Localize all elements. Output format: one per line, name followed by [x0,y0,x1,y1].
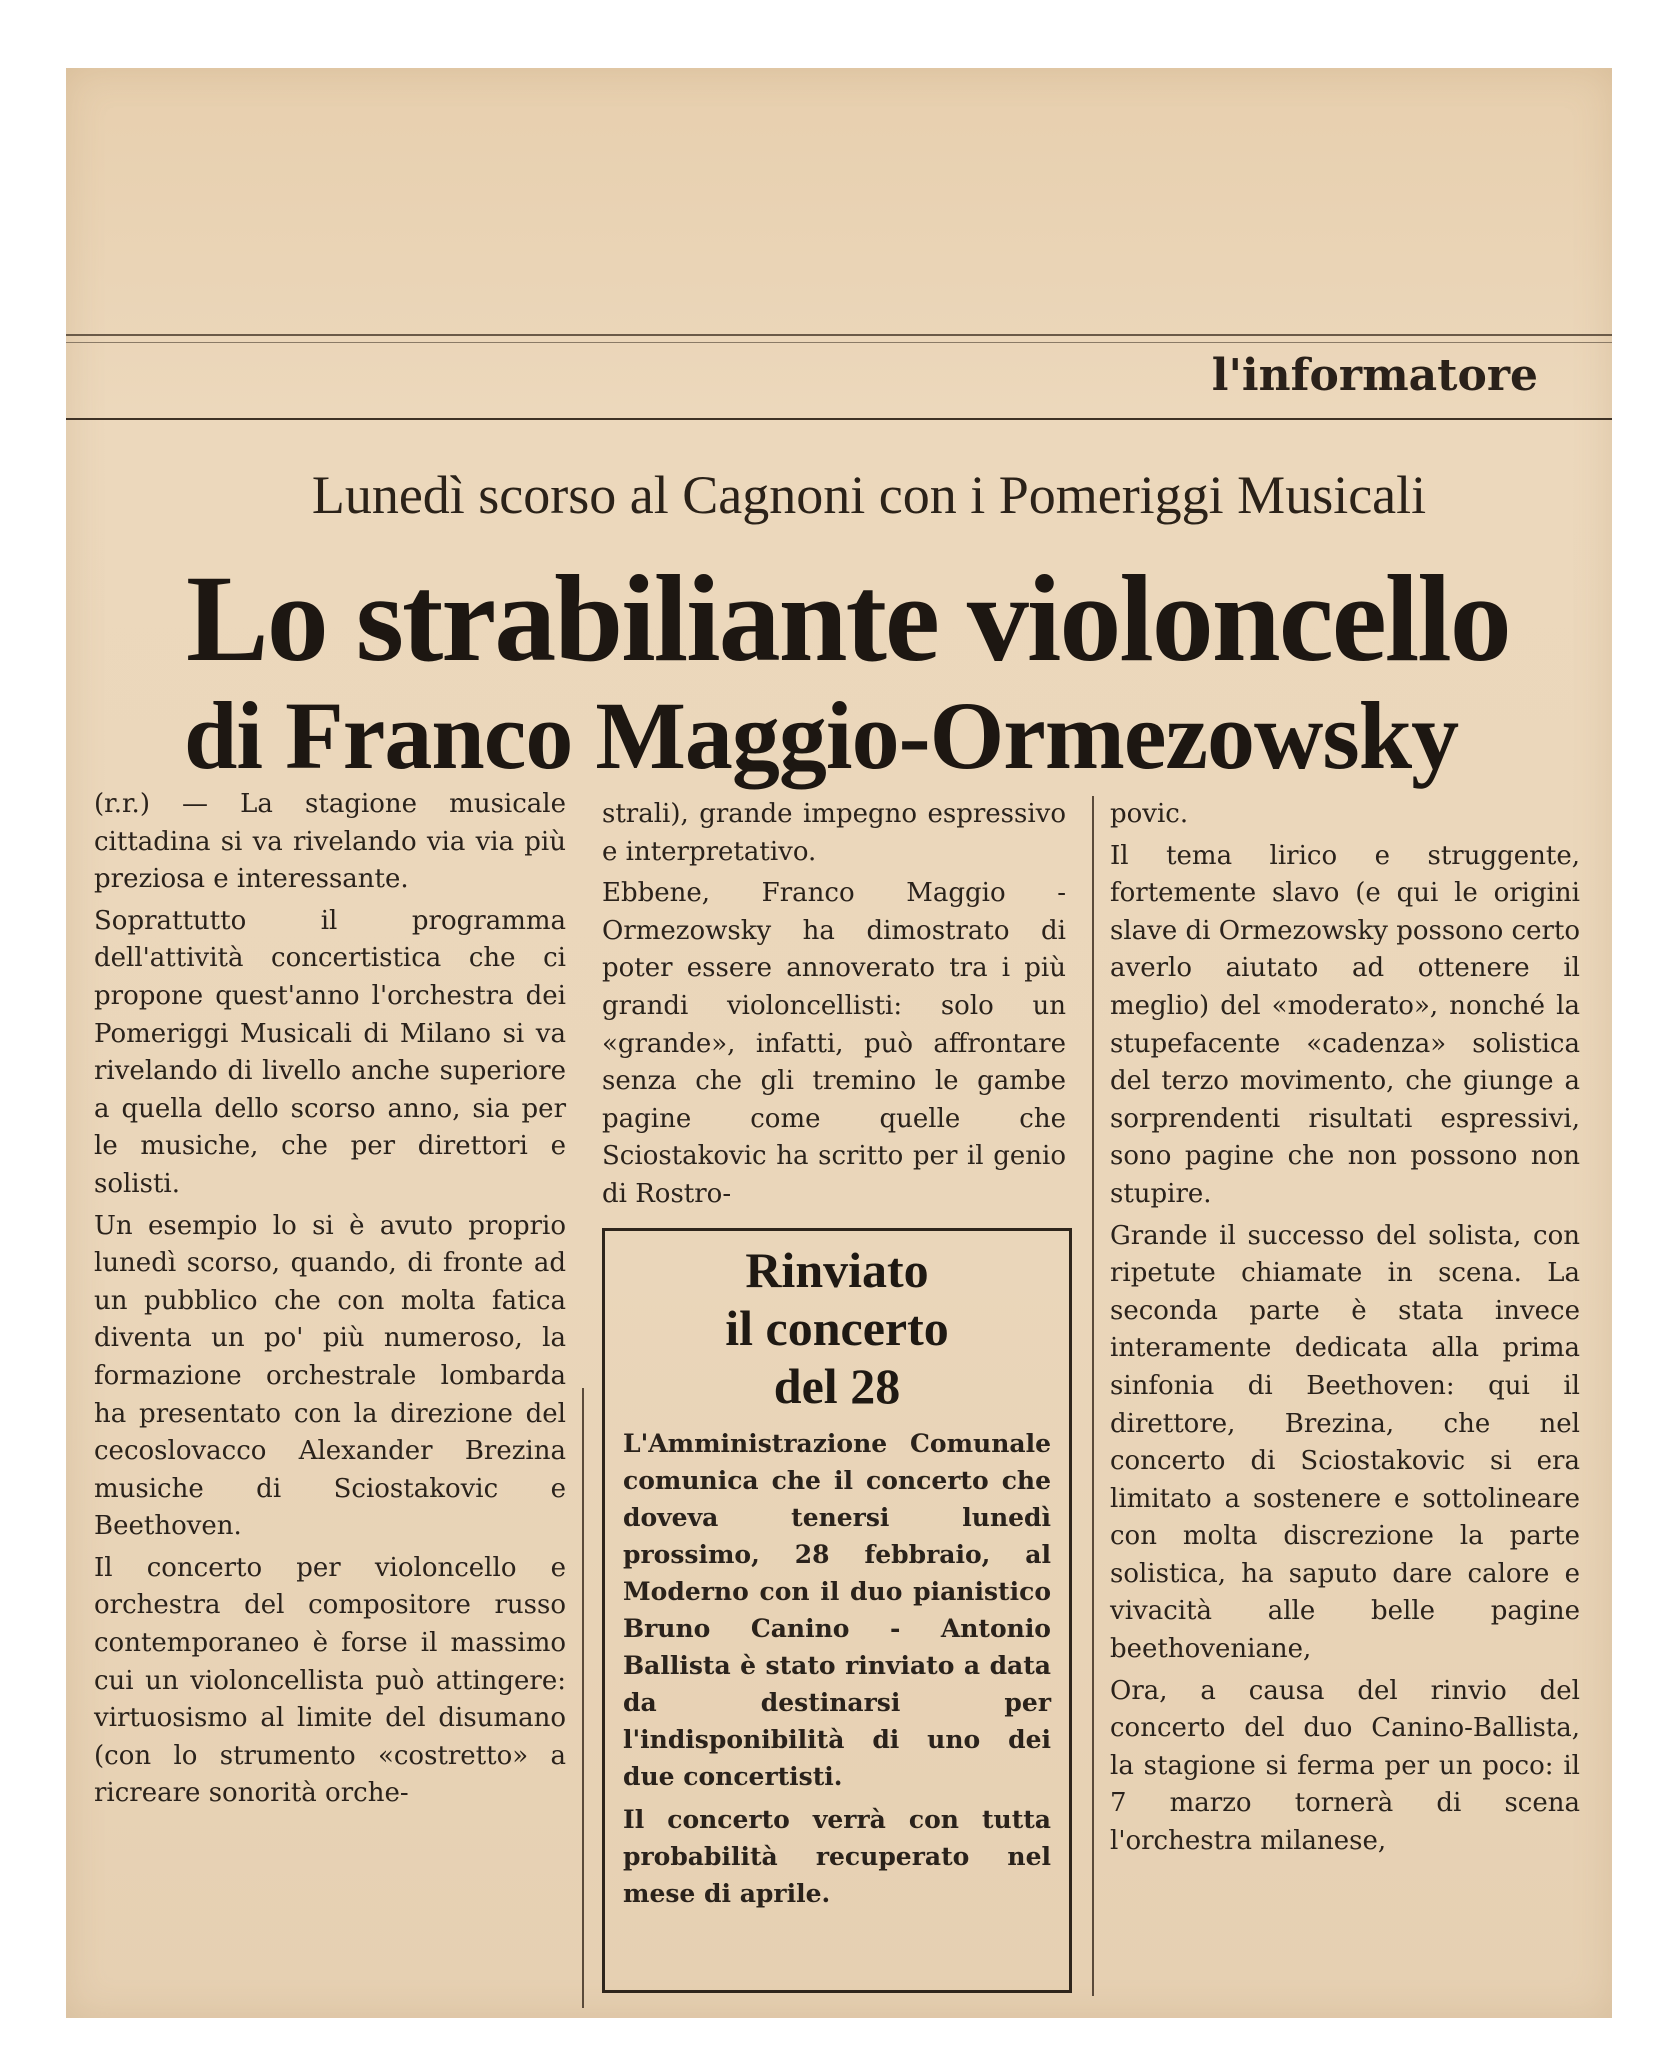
paragraph: Grande il successo del solista, con ripetute chiamate in scena. La seconda parte è stata invece interamente dedicata alla prima sinfonia di Beethoven: qui il direttore, Brezina, che nel concerto di Sciostakovic si era limitato a sostenere e sottolineare con molta discrezione la parte solistica, ha saputo dare calore e vivacità alle belle pagine beethoveniane, [1110,1220,1580,1665]
article-column-1 [94,786,566,1817]
kicker: Lunedì scorso al Cagnoni con i Pomeriggi Musicali [311,465,1427,525]
paragraph: strali), grande impegno espressivo e interpretativo. [602,799,1066,867]
column-divider-1 [582,1388,584,2008]
paragraph: Ora, a causa del rinvio del concerto del duo Canino-Ballista, la stagione si ferma per un poco: il 7 marzo tornerà di scena l'orchestra milanese, [1110,1675,1580,1857]
subhead: di Franco Maggio-Ormezowsky [184,682,1459,789]
paragraph: povic. [1110,799,1189,829]
column-divider-2 [1092,796,1094,1996]
paragraph: Ebbene, Franco Maggio - Ormezowsky ha dimostrato di poter essere annoverato tra i più grandi violoncellisti: solo un «grande», infatti, può affrontare senza che gli tremino le gambe pagine come quelle che Sciostakovic ha scritto per il genio di Rostro- [602,878,1066,1209]
newspaper-clipping [66,68,1612,2018]
notice-paragraph: L'Amministrazione Comunale comunica che il concerto che doveva tenersi lunedì prossimo, 28 febbraio, al Moderno con il duo pianistico Bruno Canino - Antonio Ballista è stato rinviato a data da destinarsi per l'indisponibilità di uno dei due concertisti. [623,1429,1051,1791]
notice-title-line: il concerto [725,1300,949,1356]
paragraph: Il concerto per violoncello e orchestra del compositore russo contemporaneo è forse il massimo cui un violoncellista può attingere: virtuosismo al limite del disumano (con lo strumento «costretto» a ricreare sonorità orche- [94,1552,566,1809]
notice-box [602,1228,1072,1993]
notice-paragraph: Il concerto verrà con tutta probabilità recuperato nel mese di aprile. [623,1805,1051,1908]
notice-title [623,1241,1051,1415]
paragraph: Il tema lirico e struggente, fortemente slavo (e qui le origini slave di Ormezowsky possono certo averlo aiutato ad ottenere il meglio) del «moderato», nonché la stupefacente «cadenza» solistica del terzo movimento, che giunge a sorprendenti risultati espressivi, sono pagine che non possono non stupire. [1110,840,1580,1209]
notice-title-line: Rinviato [745,1242,929,1298]
paragraph: Soprattutto il programma dell'attività concertistica che ci propone quest'anno l'orchestra dei Pomeriggi Musicali di Milano si va rivelando di livello anche superiore a quella dello scorso anno, sia per le musiche, che per direttori e solisti. [94,905,566,1199]
top-rule-thin [66,342,1612,343]
headline: Lo strabiliante violoncello [186,550,1510,687]
article-column-2 [602,796,1066,1218]
notice-body [623,1425,1051,1912]
masthead-rule [66,418,1612,420]
article-column-3 [1110,796,1580,1865]
paragraph: (r.r.) — La stagione musicale cittadina si va rivelando via via più preziosa e interessante. [94,789,566,895]
masthead: l'informatore [1211,350,1538,401]
paragraph: Un esempio lo si è avuto proprio lunedì scorso, quando, di fronte ad un pubblico che con molta fatica diventa un po' più numeroso, la formazione orchestrale lombarda ha presentato con la direzione del cecoslovacco Alexander Brezina musiche di Sciostakovic e Beethoven. [94,1210,566,1542]
notice-title-line: del 28 [773,1358,901,1414]
top-rule [66,334,1612,336]
